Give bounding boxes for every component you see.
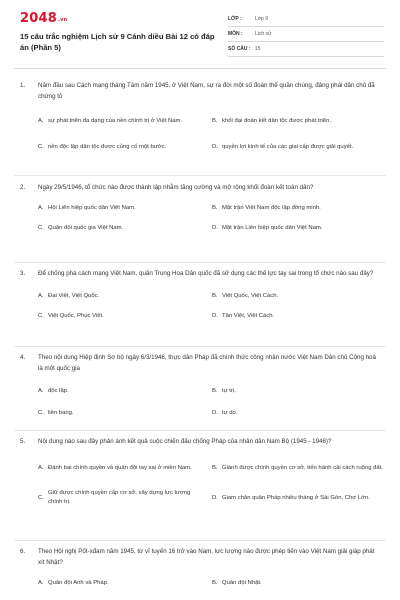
option-text: tự do. <box>222 409 238 416</box>
option-text: Quân đội quốc gia Việt Nam. <box>48 224 124 231</box>
question-3 <box>20 268 382 325</box>
option-text: Mặt trận Liên hiệp quốc dân Việt Nam. <box>222 224 323 231</box>
option-letter: B. <box>212 464 218 471</box>
meta-value: 15 <box>255 46 261 52</box>
option-letter: A. <box>38 292 44 299</box>
options <box>38 193 382 239</box>
option-text: Mặt trận Việt Nam độc lập đồng minh. <box>222 204 321 211</box>
option-letter: C. <box>38 143 44 150</box>
question-divider <box>14 175 386 176</box>
options <box>38 279 382 325</box>
option-letter: B. <box>212 292 218 299</box>
option-d[interactable] <box>212 311 388 321</box>
options <box>38 374 382 420</box>
option-letter: B. <box>212 204 218 211</box>
option-letter: D. <box>212 494 218 501</box>
option-letter: C. <box>38 312 44 319</box>
option-letter: A. <box>38 117 44 124</box>
option-letter: A. <box>38 464 44 471</box>
question-stem <box>20 182 382 193</box>
options <box>38 447 382 517</box>
question-5 <box>20 436 382 517</box>
option-letter: D. <box>212 312 218 319</box>
option-text: Đánh bại chính quyền và quân đội tay sai ở miền Nam. <box>48 464 192 471</box>
options <box>38 102 382 162</box>
question-number: 6. <box>20 548 26 555</box>
option-c[interactable] <box>38 408 206 418</box>
option-text: độc lập. <box>48 387 69 394</box>
option-a[interactable] <box>38 459 206 477</box>
question-text: Ngày 29/5/1946, tổ chức nào được thành lập nhằm tăng cường và mở rộng khối đoàn kết toàn dân? <box>38 184 314 191</box>
option-letter: A. <box>38 579 44 586</box>
question-divider <box>14 430 386 431</box>
option-a[interactable] <box>38 578 206 588</box>
option-b[interactable] <box>212 203 388 213</box>
option-d[interactable] <box>212 223 388 233</box>
option-c[interactable] <box>38 223 206 233</box>
option-text: Việt Quốc, Phục Việt. <box>48 312 104 319</box>
option-text: Tân Việt, Việt Cách. <box>222 312 275 319</box>
page-header <box>0 0 400 62</box>
question-stem <box>20 268 382 279</box>
meta-key: LỚP : <box>228 16 242 22</box>
option-a[interactable] <box>38 112 206 130</box>
option-letter: A. <box>38 387 44 394</box>
option-letter: B. <box>212 117 218 124</box>
question-stem <box>20 546 382 568</box>
question-number: 2. <box>20 184 26 191</box>
option-letter: C. <box>38 494 44 501</box>
question-4 <box>20 352 382 420</box>
option-text: liên bang. <box>48 409 74 416</box>
option-text: nền độc lập dân tộc được củng cố một bước. <box>48 143 167 150</box>
option-b[interactable] <box>212 291 388 301</box>
logo-text: 2048 <box>20 11 57 26</box>
option-d[interactable] <box>212 489 388 507</box>
option-letter: C. <box>38 409 44 416</box>
option-text: Hội Liên hiệp quốc dân Việt Nam. <box>48 204 136 211</box>
question-text: Theo nội dung Hiệp định Sơ bộ ngày 6/3/1946, thực dân Pháp đã chính thức công nhận nước Việt Nam Dân chủ Cộng hoà là một quốc gia <box>38 354 376 372</box>
header-divider <box>14 68 386 69</box>
option-text: Quân đội Anh và Pháp. <box>48 579 109 586</box>
option-text: tự trị. <box>222 387 236 394</box>
option-text: Giành được chính quyền cơ sở, tiến hành cải cách ruộng đất. <box>222 464 383 471</box>
meta-key: MÔN : <box>228 31 243 37</box>
question-6 <box>20 546 382 592</box>
question-number: 1. <box>20 82 26 89</box>
question-number: 5. <box>20 438 26 445</box>
option-text: Giữ được chính quyền cấp cơ sở, xây dựng lực lượng chính trị. <box>48 490 191 505</box>
question-divider <box>14 540 386 541</box>
question-stem <box>20 436 382 447</box>
option-text: Đại Việt, Việt Quốc. <box>48 292 100 299</box>
document-meta <box>228 12 384 57</box>
question-divider <box>14 346 386 347</box>
question-stem <box>20 80 382 102</box>
option-text: Việt Quốc, Việt Cách. <box>222 292 279 299</box>
meta-value: Lớp 9 <box>255 16 269 22</box>
meta-row-question-count <box>228 42 384 57</box>
option-letter: D. <box>212 409 218 416</box>
option-c[interactable] <box>38 311 206 321</box>
option-d[interactable] <box>212 138 388 156</box>
meta-value: Lịch sử <box>255 31 272 37</box>
question-2 <box>20 182 382 239</box>
option-letter: C. <box>38 224 44 231</box>
question-divider <box>14 262 386 263</box>
option-b[interactable] <box>212 459 388 477</box>
option-c[interactable] <box>38 138 206 156</box>
option-text: khối đại đoàn kết dân tộc được phát triển. <box>222 117 331 124</box>
meta-row-subject <box>228 27 384 42</box>
option-letter: B. <box>212 579 218 586</box>
question-number: 3. <box>20 270 26 277</box>
option-d[interactable] <box>212 408 388 418</box>
option-b[interactable] <box>212 578 388 588</box>
site-logo[interactable] <box>20 11 67 26</box>
question-text: Năm đầu sau Cách mạng tháng Tám năm 1945, ở Việt Nam, sự ra đời một số đoàn thể quần chúng, đảng phái dân chủ đã chứng tỏ <box>38 82 375 100</box>
question-text: Nội dung nào sau đây phản ánh kết quả cuộc chiến đấu chống Pháp của nhân dân Nam Bộ (1945 - 1946)? <box>38 438 332 445</box>
question-text: Theo Hội nghị Pốt-xđam năm 1945, từ vĩ tuyến 16 trở vào Nam, lực lượng nào được phép tiến vào Việt Nam giải giáp phát xít Nhật? <box>38 548 375 566</box>
option-a[interactable] <box>38 203 206 213</box>
option-letter: B. <box>212 387 218 394</box>
meta-row-grade <box>228 12 384 27</box>
option-b[interactable] <box>212 112 388 130</box>
question-stem <box>20 352 382 374</box>
options <box>38 568 382 592</box>
logo-suffix: .vn <box>57 17 68 23</box>
option-text: sự phát triển đa dạng của nền chính trị ở Việt Nam. <box>48 117 183 124</box>
option-b[interactable] <box>212 386 388 396</box>
option-letter: D. <box>212 224 218 231</box>
option-letter: D. <box>212 143 218 150</box>
question-1 <box>20 80 382 162</box>
option-c[interactable] <box>38 489 206 507</box>
option-text: Quân đội Nhật. <box>222 579 262 586</box>
question-text: Để chống phá cách mạng Việt Nam, quân Trung Hoa Dân quốc đã sử dụng các thế lực tay sai trong tổ chức nào sau đây? <box>38 270 374 277</box>
meta-key: SỐ CÂU : <box>228 46 251 52</box>
question-number: 4. <box>20 354 26 361</box>
option-a[interactable] <box>38 291 206 301</box>
option-letter: A. <box>38 204 44 211</box>
document-title: 15 câu trắc nghiệm Lịch sử 9 Cánh diều Bài 12 có đáp án (Phần 5) <box>20 32 215 52</box>
option-a[interactable] <box>38 386 206 396</box>
option-text: Giam chân quân Pháp nhiều tháng ở Sài Gòn, Chợ Lớn. <box>222 494 370 501</box>
option-text: quyền lợi kinh tế của các giai cấp được giải quyết. <box>222 143 354 150</box>
